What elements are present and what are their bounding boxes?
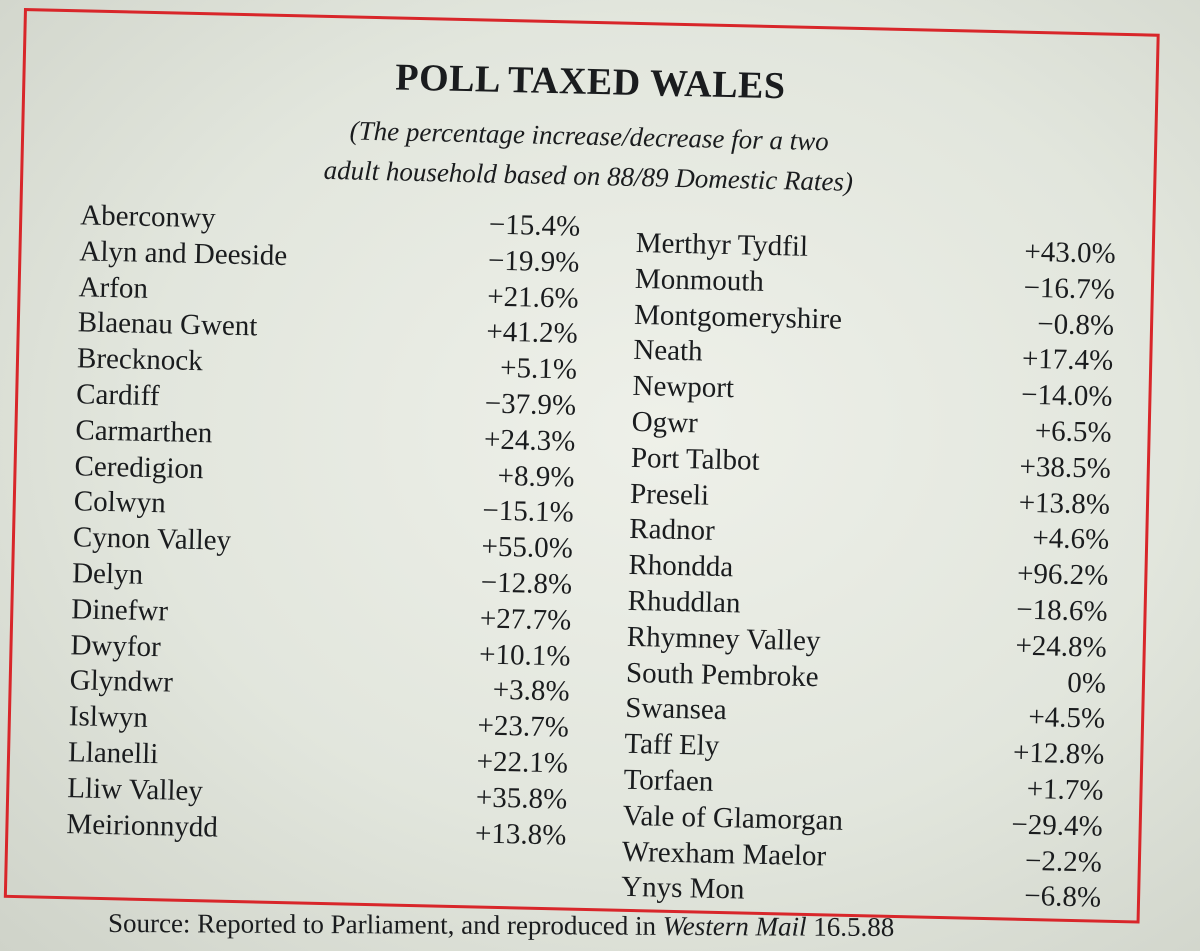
district-name: Swansea (624, 692, 728, 727)
district-name: Brecknock (76, 342, 204, 378)
district-name: Merthyr Tydfil (635, 226, 809, 263)
district-name: Dwyfor (70, 628, 162, 663)
percentage-change: −16.7% (1023, 271, 1116, 306)
source-publication: Western Mail (662, 910, 807, 942)
percentage-change: −37.9% (484, 387, 577, 422)
percentage-change: +22.1% (476, 745, 569, 780)
percentage-change: −12.8% (480, 566, 573, 601)
percentage-change: +38.5% (1019, 450, 1112, 485)
district-name: Neath (633, 334, 703, 368)
district-name: Cynon Valley (72, 521, 232, 558)
subtitle (23, 103, 1155, 209)
percentage-change: −2.2% (1024, 844, 1103, 879)
percentage-change: +10.1% (478, 638, 571, 673)
percentage-change: +3.8% (492, 674, 570, 708)
district-name: South Pembroke (625, 656, 819, 693)
district-name: Taff Ely (624, 727, 720, 763)
percentage-change: +12.8% (1012, 736, 1105, 771)
percentage-change: +23.7% (477, 709, 570, 744)
district-name: Lliw Valley (66, 771, 204, 808)
percentage-change: +43.0% (1024, 235, 1117, 270)
percentage-change: −6.8% (1023, 880, 1102, 915)
district-name: Delyn (71, 557, 144, 591)
percentage-change: −0.8% (1036, 307, 1115, 342)
percentage-change: +27.7% (479, 602, 572, 637)
percentage-change: +6.5% (1034, 415, 1113, 449)
percentage-change: +13.8% (1018, 486, 1111, 521)
percentage-change: +24.3% (483, 423, 576, 458)
district-name: Preseli (629, 477, 710, 512)
district-name: Montgomeryshire (633, 298, 843, 336)
subtitle-line-1: (The percentage increase/decrease for a two (349, 115, 830, 157)
district-name: Radnor (628, 513, 716, 548)
source-note (108, 908, 894, 943)
page-title: POLL TAXED WALES (394, 56, 787, 108)
percentage-change: +4.6% (1032, 522, 1110, 557)
district-name: Glyndwr (69, 664, 174, 699)
percentage-change: +5.1% (499, 352, 578, 386)
district-name: Rhondda (628, 549, 734, 584)
district-name: Colwyn (73, 485, 166, 520)
district-name: Port Talbot (630, 441, 761, 477)
percentage-change: +13.8% (474, 816, 567, 852)
percentage-change: +8.9% (497, 459, 575, 494)
district-name: Ogwr (631, 405, 699, 440)
subtitle-line-2: adult household based on 88/89 Domestic Rates) (323, 154, 854, 197)
district-name: Arfon (78, 270, 149, 305)
district-name: Ynys Mon (620, 871, 745, 906)
percentage-change: −18.6% (1015, 593, 1108, 628)
district-name: Dinefwr (71, 592, 169, 628)
percentage-change: +21.6% (486, 280, 579, 315)
percentage-change: +24.8% (1015, 629, 1108, 664)
district-name: Blaenau Gwent (77, 306, 258, 343)
district-name: Vale of Glamorgan (622, 799, 844, 837)
district-name: Aberconwy (79, 199, 216, 235)
percentage-change: +41.2% (486, 315, 579, 351)
percentage-change: −15.4% (488, 208, 581, 243)
right-column (621, 226, 1116, 917)
district-name: Cardiff (75, 378, 160, 413)
percentage-change: +17.4% (1021, 343, 1114, 378)
district-name: Rhuddlan (627, 584, 741, 620)
percentage-change: −19.9% (487, 244, 580, 279)
district-name: Alyn and Deeside (79, 235, 288, 272)
source-date: 16.5.88 (806, 911, 895, 943)
district-name: Wrexham Maelor (621, 835, 827, 872)
district-name: Rhymney Valley (626, 620, 821, 657)
district-name: Carmarthen (75, 414, 213, 450)
percentage-change: +4.5% (1028, 701, 1106, 736)
table-frame (4, 8, 1160, 924)
district-name: Islwyn (68, 700, 149, 735)
source-prefix: Source: Reported to Parliament, and reproduced in (107, 907, 663, 941)
percentage-change: −15.1% (482, 494, 575, 529)
percentage-change: +1.7% (1026, 772, 1104, 807)
percentage-change: −14.0% (1020, 378, 1113, 413)
percentage-change: +96.2% (1016, 557, 1109, 592)
district-name: Torfaen (623, 763, 714, 798)
district-name: Ceredigion (74, 449, 204, 485)
district-name: Meirionnydd (66, 807, 219, 844)
percentage-change: +55.0% (481, 530, 574, 565)
percentage-change: +35.8% (475, 781, 568, 816)
left-column (66, 198, 580, 854)
district-name: Llanelli (67, 736, 159, 771)
percentage-change: 0% (1066, 666, 1107, 700)
percentage-change: −29.4% (1011, 808, 1104, 843)
district-name: Monmouth (634, 262, 765, 298)
district-name: Newport (632, 370, 735, 405)
